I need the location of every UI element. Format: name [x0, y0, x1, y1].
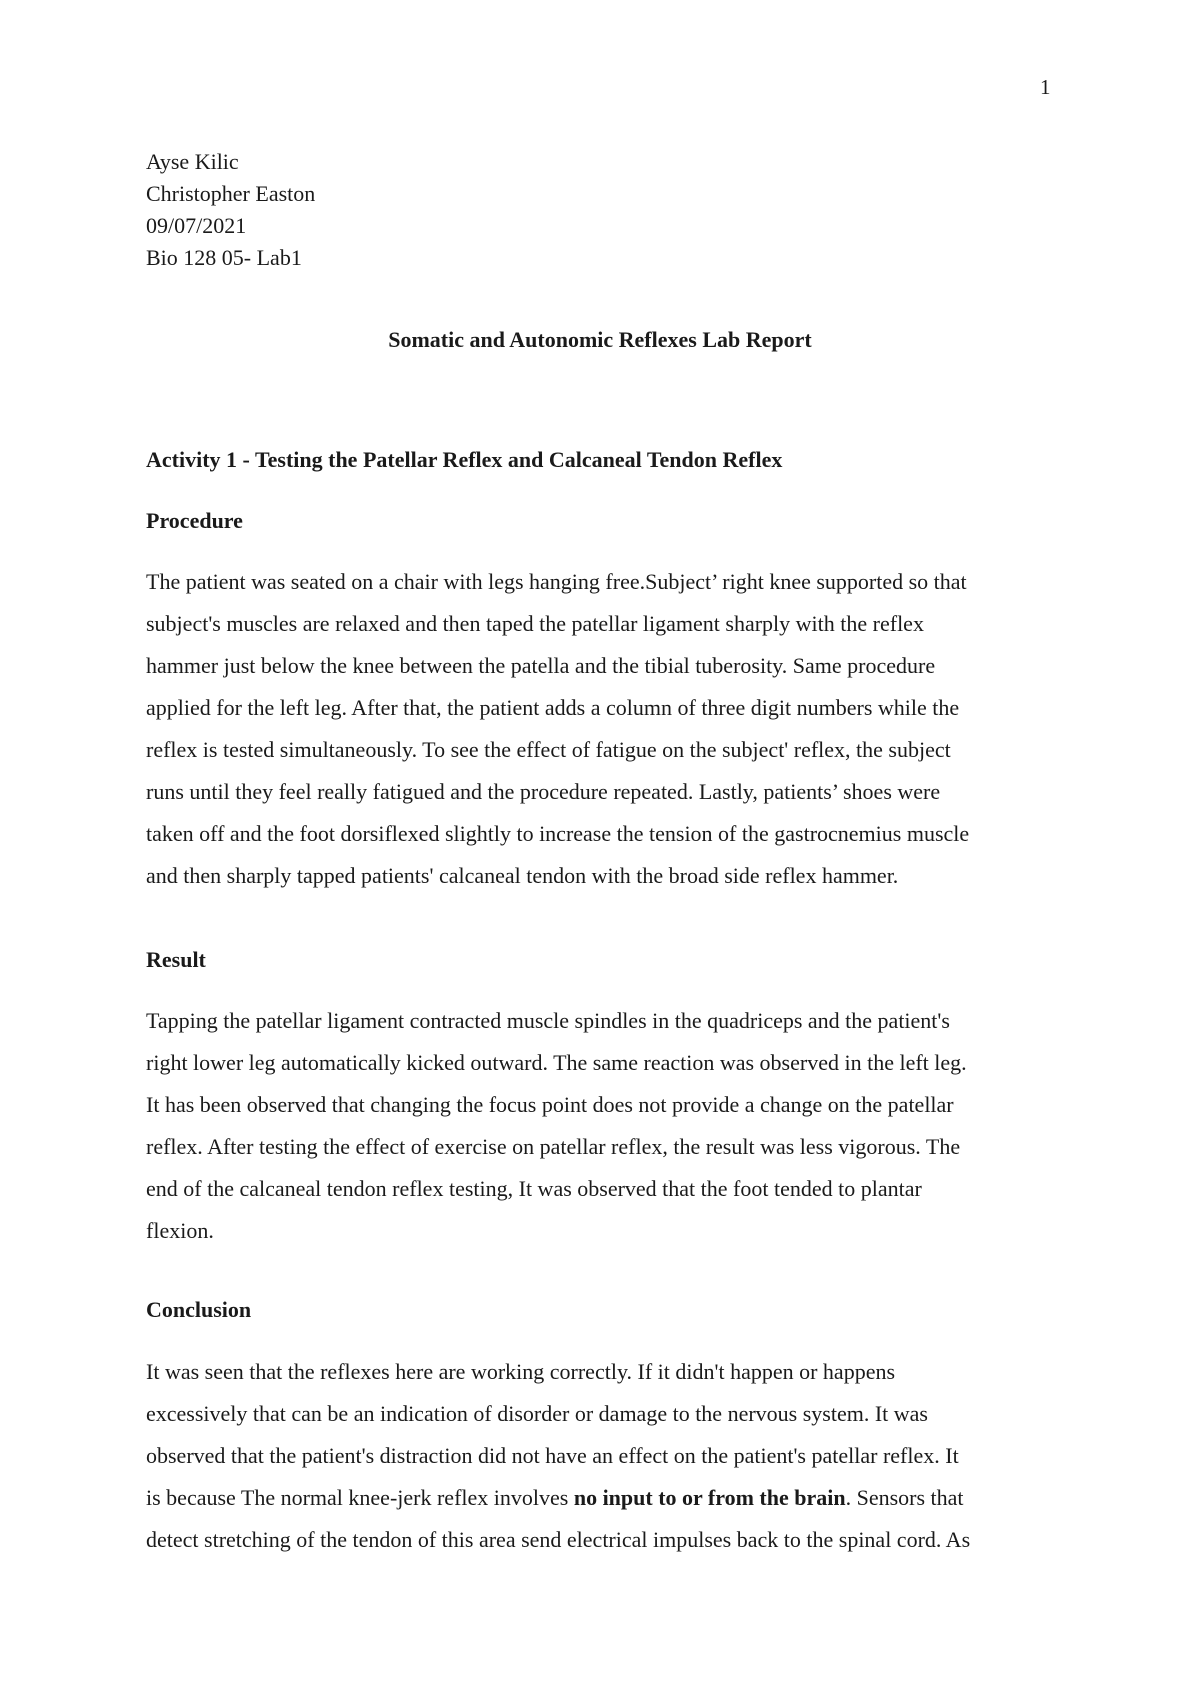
- procedure-line: runs until they feel really fatigued and the procedure repeated. Lastly, patients’ shoes were: [146, 779, 941, 804]
- conclusion-line: observed that the patient's distraction did not have an effect on the patient's patellar reflex. It: [146, 1443, 959, 1468]
- conclusion-heading: Conclusion: [146, 1297, 252, 1322]
- instructor-name: Christopher Easton: [146, 181, 316, 206]
- result-line: flexion.: [146, 1218, 214, 1243]
- author-header-block: [146, 146, 315, 274]
- report-date: 09/07/2021: [146, 213, 247, 238]
- activity-heading: Activity 1 - Testing the Patellar Reflex and Calcaneal Tendon Reflex: [146, 447, 783, 472]
- procedure-line: reflex is tested simultaneously. To see the effect of fatigue on the subject' reflex, the subject: [146, 737, 951, 762]
- procedure-line: The patient was seated on a chair with legs hanging free.Subject’ right knee supported so that: [146, 569, 967, 594]
- procedure-line: and then sharply tapped patients' calcaneal tendon with the broad side reflex hammer.: [146, 863, 899, 888]
- procedure-line: taken off and the foot dorsiflexed slightly to increase the tension of the gastrocnemius muscle: [146, 821, 970, 846]
- result-line: reflex. After testing the effect of exercise on patellar reflex, the result was less vigorous. The: [146, 1134, 961, 1159]
- bold-emphasis: no input to or from the brain: [573, 1485, 846, 1510]
- conclusion-line: excessively that can be an indication of disorder or damage to the nervous system. It was: [146, 1401, 928, 1426]
- procedure-paragraph: [146, 561, 1066, 897]
- conclusion-line: [146, 1477, 1066, 1519]
- procedure-line: applied for the left leg. After that, the patient adds a column of three digit numbers while the: [146, 695, 960, 720]
- result-line: right lower leg automatically kicked outward. The same reaction was observed in the left leg.: [146, 1050, 967, 1075]
- procedure-heading: Procedure: [146, 508, 243, 533]
- conclusion-line: detect stretching of the tendon of this area send electrical impulses back to the spinal cord. As: [146, 1527, 971, 1552]
- course-code: Bio 128 05- Lab1: [146, 245, 302, 270]
- conclusion-paragraph: [146, 1351, 1066, 1561]
- procedure-line: hammer just below the knee between the patella and the tibial tuberosity. Same procedure: [146, 653, 936, 678]
- conclusion-text: is because The normal knee-jerk reflex involves: [146, 1485, 574, 1510]
- result-heading: Result: [146, 947, 206, 972]
- result-paragraph: [146, 1000, 1066, 1252]
- result-line: It has been observed that changing the focus point does not provide a change on the patellar: [146, 1092, 954, 1117]
- student-name: Ayse Kilic: [146, 149, 239, 174]
- result-line: end of the calcaneal tendon reflex testing, It was observed that the foot tended to plantar: [146, 1176, 922, 1201]
- page-number: 1: [1040, 75, 1051, 99]
- conclusion-text: . Sensors that: [845, 1485, 964, 1510]
- document-title: Somatic and Autonomic Reflexes Lab Report: [388, 327, 812, 352]
- procedure-line: subject's muscles are relaxed and then taped the patellar ligament sharply with the reflex: [146, 611, 924, 636]
- conclusion-line: It was seen that the reflexes here are working correctly. If it didn't happen or happens: [146, 1359, 896, 1384]
- result-line: Tapping the patellar ligament contracted muscle spindles in the quadriceps and the patient's: [146, 1008, 950, 1033]
